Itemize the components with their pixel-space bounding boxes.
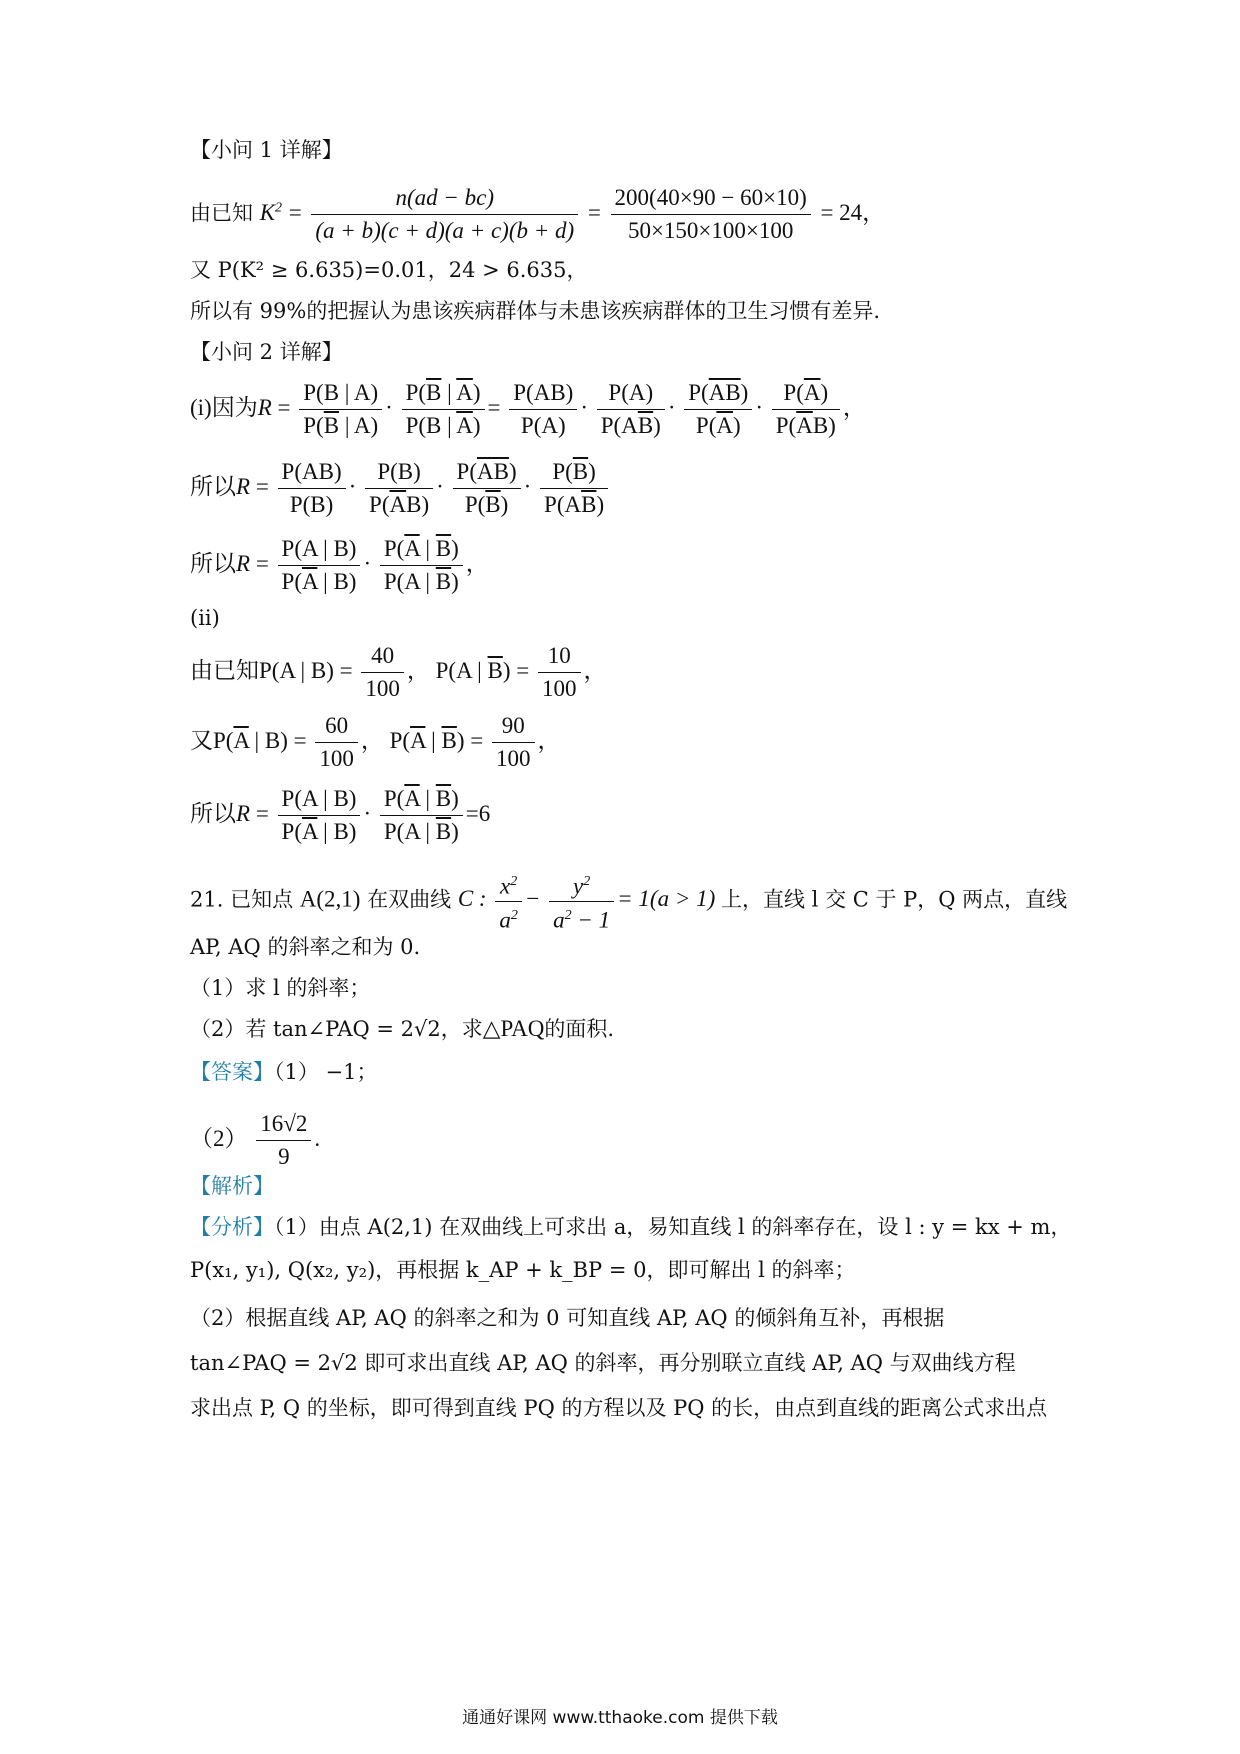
part1-heading: 【小问 1 详解】 xyxy=(190,138,343,162)
fenxi-label: 【分析】 xyxy=(190,1215,274,1239)
analysis-label: 【解析】 xyxy=(190,1174,274,1198)
q21-stem-line xyxy=(190,868,1067,934)
answer-line-1 xyxy=(190,1057,378,1087)
analysis-p2: P(x₁, y₁), Q(x₂, y₂)，再根据 k_AP + k_BP = 0，即可解出 l 的斜率； xyxy=(190,1258,856,1282)
answer-line-2: （2） $\frac{16√2}{9}$ . xyxy=(190,1108,320,1173)
complement-probabilities-line: 又$P(\overline{A}$ | B) = $\frac{60}{100}$ ， $P(\overline{A}$ | $\overline{B}$) = $\frac{90}{100}$ ， xyxy=(190,710,561,775)
analysis-p1: 【分析】（1）由点 A(2,1) 在双曲线上可求出 a，易知直线 l 的斜率存在，设 l : y = kx + m， xyxy=(190,1215,1072,1239)
prefix: (i)因为 xyxy=(190,394,258,420)
r-value: =6 xyxy=(465,800,491,826)
r-result-line: 所以R = $\frac{P(A | B)}{P(\overline{A} | B)}$ · $\frac{P(\overline{A} | \overline{B})}{P(A | \overline{B})}$ =6 xyxy=(190,783,490,848)
r-rewrite-line: 所以R = $\frac{P(AB)}{P(B)}$ · $\frac{P(B)}{P(\overline{A}B)}$ · $\frac{P(\overline{AB})}{P(\overline{B})}$ · $\frac{P(\overline{B})}{P(A\overline{B})}$ xyxy=(190,456,611,521)
analysis-p4: tan∠PAQ = 2√2 即可求出直线 AP, AQ 的斜率，再分别联立直线 AP, AQ 与双曲线方程 xyxy=(190,1351,1016,1375)
prefix: 由已知 xyxy=(190,201,253,225)
q21-stem-line-2: AP, AQ 的斜率之和为 0. xyxy=(190,935,421,959)
value-denominator: 50×150×100×100 xyxy=(627,218,794,243)
q21-sub1: （1）求 l 的斜率； xyxy=(190,976,371,1000)
k2-result: = 24， xyxy=(820,200,886,225)
p-threshold-line: 又 P(K² ≥ 6.635)=0.01，24 > 6.635， xyxy=(190,258,588,282)
conclusion-line: 所以有 99%的把握认为患该疾病群体与未患该疾病群体的卫生习惯有差异. xyxy=(190,299,881,323)
chi-square-formula-line: 由已知 $K^2$ = $\frac{n(ad - bc)}{(a + b)(c + d)(a + c)(b + d)}$ = $\frac{200(40\times 90 - 60\times 10)}{50\times 150\times 100\times 100}$ = 24， xyxy=(190,182,885,247)
q21-stem-c: 上，直线 l 交 C 于 P，Q 两点，直线 xyxy=(721,887,1068,912)
prefix: 所以 xyxy=(190,550,236,576)
part2-heading: 【小问 2 详解】 xyxy=(190,340,343,364)
k2-formula-fraction xyxy=(311,182,578,247)
answer-label: 【答案】 xyxy=(190,1060,274,1084)
prefix: 所以 xyxy=(190,473,236,499)
prefix: 又 xyxy=(190,727,213,753)
formula-numerator: n(ad − bc) xyxy=(311,182,578,215)
q21-sub2: （2）若 tan∠PAQ = 2√2，求△PAQ的面积. xyxy=(190,1016,615,1041)
prefix: 由已知 xyxy=(190,657,259,683)
point-a: A(2,1) xyxy=(299,886,361,912)
k2-value-fraction xyxy=(611,182,811,247)
value-numerator: 200(40×90 − 60×10) xyxy=(611,182,811,215)
analysis-p3: （2）根据直线 AP, AQ 的斜率之和为 0 可知直线 AP, AQ 的倾斜角互补，再根据 xyxy=(190,1306,945,1330)
analysis-p5: 求出点 P, Q 的坐标，即可得到直线 PQ 的方程以及 PQ 的长，由点到直线的距离公式求出点 xyxy=(190,1396,1048,1420)
k-symbol: $K^2$ xyxy=(259,200,283,225)
hyperbola-equation: C : $\frac{x^2}{a^2}$ − $\frac{y^2}{a^2 - 1}$ = 1(a > 1) xyxy=(458,886,721,911)
answer-1: （1） −1； xyxy=(274,1060,378,1084)
r-conditional-line: 所以R = $\frac{P(A | B)}{P(\overline{A} | B)}$ · $\frac{P(\overline{A} | \overline{B})}{P(A | \overline{B})}$ ， xyxy=(190,533,489,598)
part2-ii-label: (ii) xyxy=(190,606,220,630)
formula-denominator: (a + b)(c + d)(a + c)(b + d) xyxy=(315,218,575,243)
q21-stem-a: 21. 已知点 xyxy=(190,887,294,912)
r-definition-line: (i)因为R = $\frac{P(B | A)}{P(\overline{B} | A)}$ · $\frac{P(\overline{B} | \overline{A})}{P(B | \overline{A})}$ = $\frac{P(AB)}{P(A)}$ · $\frac{P(A)}{P(A\overline{B})}$ · $\frac{P(\overline{AB})}{P(\overline{A})}$ · $\frac{P(\overline{A})}{P(\overline{A}B)}$ ， xyxy=(190,377,866,442)
prefix: 所以 xyxy=(190,800,236,826)
footer-download-notice: 通通好课网 www.tthaoke.com 提供下载 xyxy=(462,1708,778,1728)
given-probabilities-line: 由已知P(A | B) = $\frac{40}{100}$ ， P(A | $\overline{B}$) = $\frac{10}{100}$ ， xyxy=(190,640,607,705)
q21-stem-b: 在双曲线 xyxy=(367,887,452,912)
